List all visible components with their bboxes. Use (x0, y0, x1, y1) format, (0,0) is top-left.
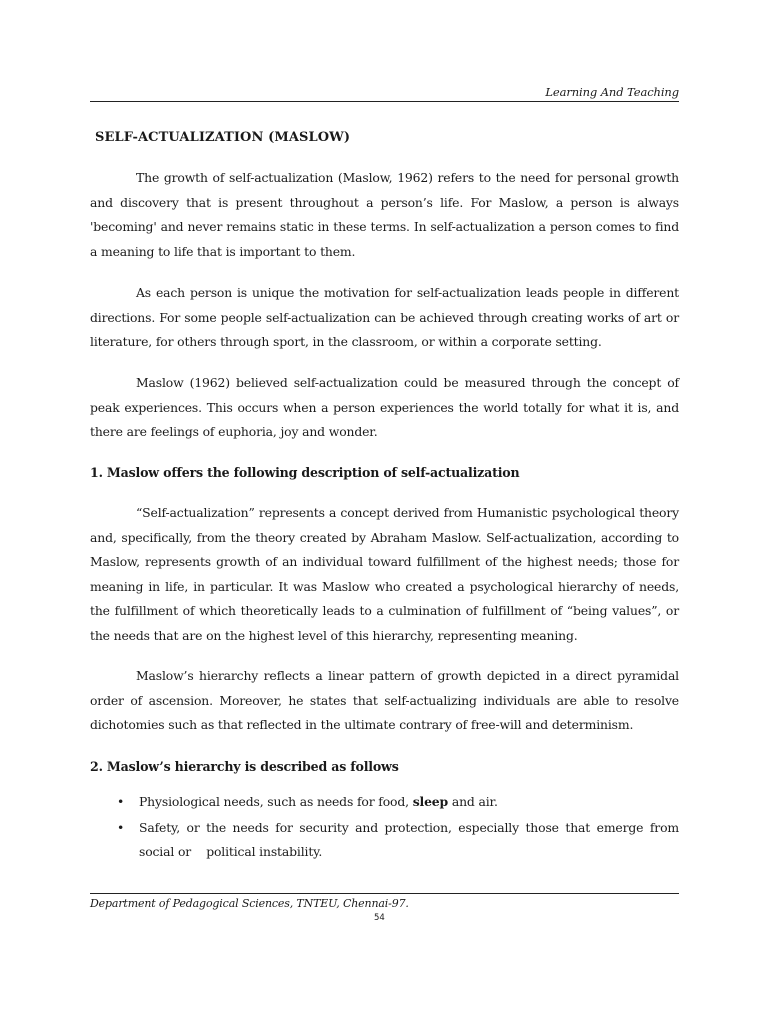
list-item-text: Safety, or the needs for security and protection, especially those that emerge from social or political instability. (139, 819, 679, 859)
paragraph-1: The growth of self-actualization (Maslow, 1962) refers to the need for personal growth and discovery that is present throughout a person’s life. For Maslow, a person is always 'becoming' and never remains static in these terms. In self-actualization a person comes to find a meaning to life that is important to them. (90, 170, 679, 259)
section-title: SELF-ACTUALIZATION (MASLOW) (95, 130, 351, 145)
list-item (90, 790, 679, 815)
paragraph-4: “Self-actualization” represents a concept derived from Humanistic psychological theory and, specifically, from the theory created by Abraham Maslow. Self-actualization, according to Maslow, represents growth of an individual toward fulfillment of the highest needs; those for meaning in life, in particular. It was Maslow who created a psychological hierarchy of needs, the fulfillment of which theoretically leads to a culmination of fulfillment of “being values”, or the needs that are on the highest level of this hierarchy, representing meaning. (90, 505, 679, 643)
bullet-icon: • (117, 794, 125, 809)
subheading-1: 1. Maslow offers the following description of self-actualization (90, 465, 520, 480)
list-item-text-end: and air. (448, 794, 498, 809)
needs-list (90, 790, 679, 865)
list-item-bold-word: sleep (412, 794, 449, 809)
footer-rule (90, 893, 679, 894)
list-item-text: Physiological needs, such as needs for food, (139, 794, 413, 809)
list-item (90, 816, 679, 865)
document-page (90, 0, 679, 1024)
subheading-2: 2. Maslow’s hierarchy is described as follows (90, 759, 399, 774)
paragraph-2: As each person is unique the motivation for self-actualization leads people in different directions. For some people self-actualization can be achieved through creating works of art or literature, for others through sport, in the classroom, or within a corporate setting. (90, 285, 679, 349)
paragraph-3: Maslow (1962) believed self-actualization could be measured through the concept of peak experiences. This occurs when a person experiences the world totally for what it is, and there are feelings of euphoria, joy and wonder. (90, 375, 679, 439)
running-header: Learning And Teaching (545, 85, 679, 99)
footer-department: Department of Pedagogical Sciences, TNTEU, Chennai-97. (90, 897, 409, 910)
bullet-icon: • (117, 819, 125, 835)
paragraph-5: Maslow’s hierarchy reflects a linear pattern of growth depicted in a direct pyramidal order of ascension. Moreover, he states that self-actualizing individuals are able to resolve dichotomies such as that reflected in the ultimate contrary of free-will and determinism. (90, 668, 679, 732)
header-rule (90, 101, 679, 102)
page-number: 54 (374, 913, 385, 923)
